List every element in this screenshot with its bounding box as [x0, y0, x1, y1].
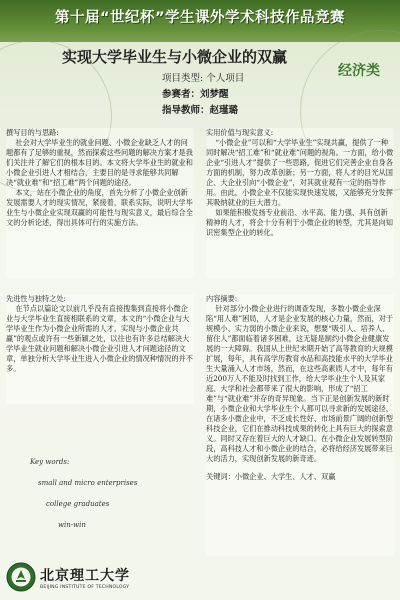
value-paragraph: “小微企业”可以和“大学毕业生”实现共赢，提供了一种同时解决“招工难”和“就业难”问题的视角。一方面，给小微企业“引进人才”提供了一些思路，促进它们完善企业自身各方面的机制，努力改革创新；另一方面，将人才的目光从国企、大企业引向“小微企业”，对其就业观有一定的指导作用。由此，小微企业不仅能实现快速发展，又能够充分发挥其吸纳就业的巨大潜力。 [206, 138, 394, 207]
innovation-section [6, 294, 194, 404]
purpose-section [6, 128, 194, 278]
summary-heading: 内容摘要: [206, 294, 238, 303]
purpose-paragraph: 本文，站在小微企业的角度，首先分析了小微企业创新发展需要人才的现实情况，紧接着，联系实际，说明大学毕业生与小微企业实现双赢的可能性与现实意义，最后综合全文的分析论述，得出具体可行的实施方法。 [6, 188, 193, 227]
university-name-cn: 北京理工大学 [40, 568, 130, 584]
innovation-paragraph: 在节点以篇论文以前几乎没有直接搜集到直接将小微企业与大学毕业生直接相联系的文章，本文的“小微企业与大学毕业生作为小微企业所需的人才，实现与小微企业共赢”的观点或许有一些新颖之处，以往也有许多总结解决大学毕业生就业问题和解决小微企业引进人才问题途径的文章，单独分析大学毕业生进入小微企业的情况种情况的并不多。 [6, 304, 193, 373]
header-banner [0, 0, 400, 42]
advisor: 指导教师：赵瑾璐 [162, 105, 239, 116]
participant: 参赛者：刘梦醒 [162, 89, 229, 100]
poster-title: 实现大学毕业生与小微企业的双赢 [62, 48, 288, 66]
innovation-heading: 先进性与独特之处: [6, 294, 66, 303]
competition-title: 第十届“世纪杯”学生课外学术科技作品竞赛 [54, 10, 346, 26]
keyword-item: college graduates [46, 500, 110, 508]
university-logo-icon [6, 562, 36, 592]
english-keywords [30, 458, 190, 542]
keywords-label: Key words: [30, 458, 70, 466]
value-heading: 实用价值与现实意义: [206, 128, 274, 137]
project-type: 项目类型: 个人项目 [162, 73, 245, 84]
keyword-item: small and micro enterprises [38, 479, 138, 487]
value-paragraph: 如果能积极发扬专业前沿、水平高、能力强、具有创新精神的人才，将会十分有利于小微企业的转型，尤其是向知识密集型企业的转化。 [206, 208, 393, 237]
purpose-paragraph: 社会对大学毕业生的就业问题、小微企业缺乏人才的问题都有了足够的重视，然而探索这些问题的解决方案才是我们关注并了解它们的根本目的。本文将大学毕业生的就业和小微企业引进人才相结合，主要目的是寻求能够共同解决“就业难”和“招工难”两个问题的途径。 [6, 138, 193, 187]
purpose-heading: 撰写目的与思路: [6, 128, 59, 137]
summary-section [206, 294, 394, 556]
summary-paragraph: 针对部分小微企业进行的调查发现，多数小微企业深陷“用人难”困局，人才是企业发展的核心力量，然而，对于规模小、实力弱的小微企业来说，想要“吸引人、培养人、留住人”都面临着诸多困难，这无疑是制约小微企业健康发展的一大障碍。我国从上世纪末期开始了高等教育的大规模扩展，每年，具有高学历教育水品和高技能水平的大学毕业生大量涌入人才市场，然而，在这些高素质人才中，每年有近200万人不能及时找到工作，给大学毕业生个人及其家庭、大学和社会都带来了很大的影响，形成了“招工难”与“就业难”并存的奇异现象。当下正是创新发展的新时期，小微企业和大学毕业生个人都可以寻求新的发展途径，在诸多小微企业中，不乏成长性好、市场前景广阔的创新型科技企业，它们在推动科技成果的转化上具有巨大的探索意义。同时又存在着巨大的人才缺口。在小微企业发展转型阶段，高科技人才和小微企业的结合，必将给经济发展带来巨大的活力，实现创新发展的新奇迹。 [206, 304, 394, 463]
university-name-en: BEIJING INSTITUTE OF TECHNOLOGY [40, 585, 130, 590]
keyword-item: win-win [58, 521, 86, 529]
summary-keywords: 关键词：小微企业、大学生、人才、双赢 [206, 472, 336, 481]
value-section [206, 128, 394, 278]
category-label: 经济类 [338, 63, 380, 79]
